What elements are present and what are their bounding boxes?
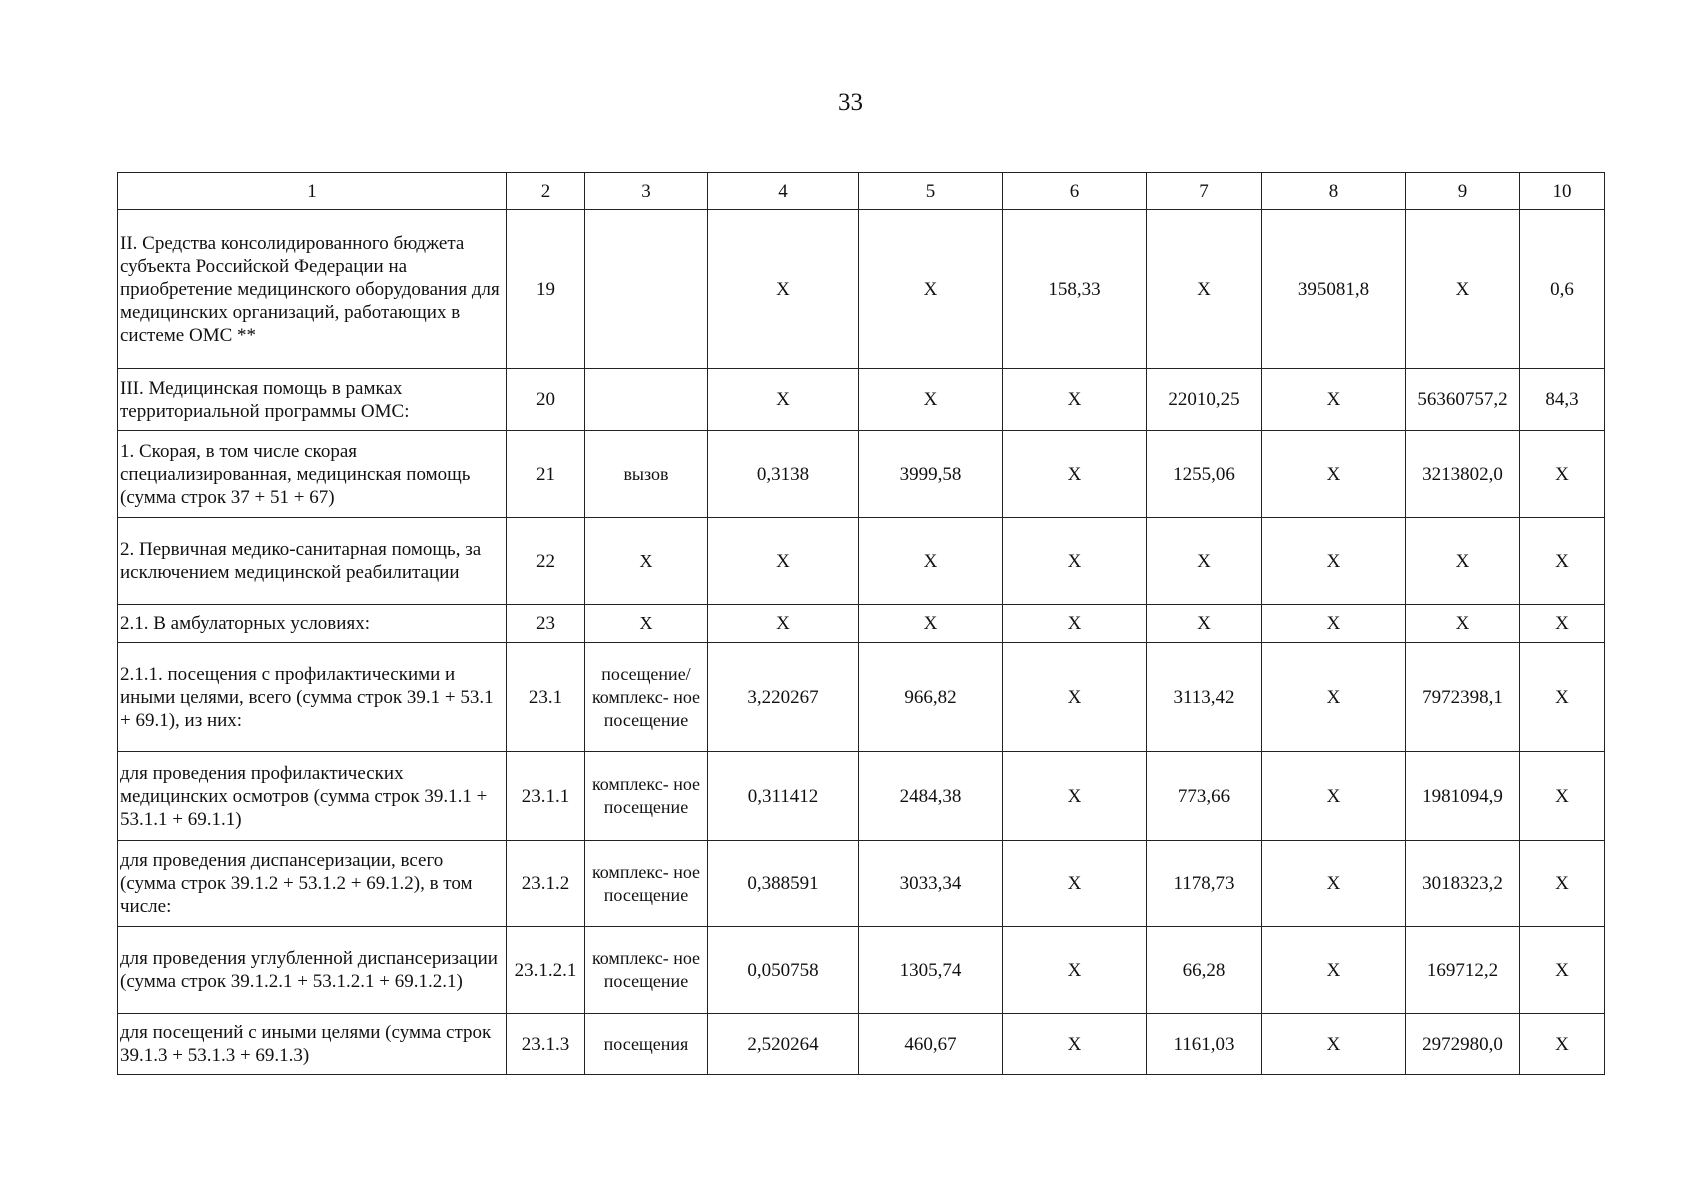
cell-row-code: 23.1.2.1: [507, 927, 585, 1014]
cell-col-10: 84,3: [1520, 369, 1605, 431]
cell-col-4: 0,050758: [708, 927, 859, 1014]
cell-unit: [585, 369, 708, 431]
cell-col-7: 773,66: [1147, 752, 1262, 841]
column-header: 4: [708, 173, 859, 210]
cell-unit: X: [585, 605, 708, 643]
page-number: 33: [838, 89, 863, 116]
cell-col-10: X: [1520, 605, 1605, 643]
cell-col-4: 2,520264: [708, 1014, 859, 1075]
column-header: 9: [1406, 173, 1520, 210]
cell-row-code: 19: [507, 210, 585, 369]
cell-col-9: X: [1406, 518, 1520, 605]
cell-col-5: 460,67: [859, 1014, 1003, 1075]
column-header: 3: [585, 173, 708, 210]
cell-col-5: X: [859, 369, 1003, 431]
cell-col-8: X: [1262, 841, 1406, 927]
cell-col-10: 0,6: [1520, 210, 1605, 369]
cell-col-5: 966,82: [859, 643, 1003, 752]
table-row: [118, 605, 1605, 643]
cell-row-name: III. Медицинская помощь в рамках территориальной программы ОМС:: [118, 369, 507, 431]
cell-col-4: X: [708, 369, 859, 431]
cell-col-6: X: [1003, 927, 1147, 1014]
cell-col-6: X: [1003, 369, 1147, 431]
table-row: [118, 210, 1605, 369]
cell-col-9: 3018323,2: [1406, 841, 1520, 927]
cell-row-code: 23.1.2: [507, 841, 585, 927]
cell-col-6: X: [1003, 643, 1147, 752]
cell-col-4: 0,388591: [708, 841, 859, 927]
cell-col-5: 3999,58: [859, 431, 1003, 518]
cell-row-name: для посещений с иными целями (сумма строк 39.1.3 + 53.1.3 + 69.1.3): [118, 1014, 507, 1075]
cell-col-9: 1981094,9: [1406, 752, 1520, 841]
cell-row-name: 2.1. В амбулаторных условиях:: [118, 605, 507, 643]
cell-unit: комплекс- ное посещение: [585, 841, 708, 927]
cell-col-8: X: [1262, 643, 1406, 752]
cell-row-name: 2.1.1. посещения с профилактическими и иными целями, всего (сумма строк 39.1 + 53.1 + 69.1), из них:: [118, 643, 507, 752]
column-header: 7: [1147, 173, 1262, 210]
cell-col-5: X: [859, 210, 1003, 369]
table-row: [118, 752, 1605, 841]
cell-row-name: для проведения профилактических медицинских осмотров (сумма строк 39.1.1 + 53.1.1 + 69.1.1): [118, 752, 507, 841]
cell-col-8: X: [1262, 518, 1406, 605]
cell-col-9: 2972980,0: [1406, 1014, 1520, 1075]
cell-col-10: X: [1520, 927, 1605, 1014]
cell-unit: вызов: [585, 431, 708, 518]
cell-col-10: X: [1520, 518, 1605, 605]
cell-unit: посещения: [585, 1014, 708, 1075]
cell-col-6: X: [1003, 752, 1147, 841]
cell-col-7: 1161,03: [1147, 1014, 1262, 1075]
cell-col-10: X: [1520, 752, 1605, 841]
cell-col-9: 169712,2: [1406, 927, 1520, 1014]
cell-unit: [585, 210, 708, 369]
cell-unit: комплекс- ное посещение: [585, 927, 708, 1014]
column-header: 6: [1003, 173, 1147, 210]
cell-row-code: 23.1.1: [507, 752, 585, 841]
cell-col-6: X: [1003, 841, 1147, 927]
cell-col-8: X: [1262, 1014, 1406, 1075]
cell-col-9: 7972398,1: [1406, 643, 1520, 752]
cell-col-7: X: [1147, 518, 1262, 605]
cell-col-8: 395081,8: [1262, 210, 1406, 369]
cell-col-7: 1255,06: [1147, 431, 1262, 518]
cell-row-code: 23.1.3: [507, 1014, 585, 1075]
cell-col-6: X: [1003, 605, 1147, 643]
table-row: [118, 431, 1605, 518]
cell-col-6: X: [1003, 1014, 1147, 1075]
cell-col-6: X: [1003, 431, 1147, 518]
cell-col-9: 3213802,0: [1406, 431, 1520, 518]
cell-col-7: X: [1147, 210, 1262, 369]
cell-unit: посещение/ комплекс- ное посещение: [585, 643, 708, 752]
cell-col-6: X: [1003, 518, 1147, 605]
cell-row-name: для проведения диспансеризации, всего (сумма строк 39.1.2 + 53.1.2 + 69.1.2), в том числе:: [118, 841, 507, 927]
cell-col-10: X: [1520, 1014, 1605, 1075]
cell-col-8: X: [1262, 927, 1406, 1014]
cell-col-8: X: [1262, 431, 1406, 518]
column-header: 5: [859, 173, 1003, 210]
column-header: 8: [1262, 173, 1406, 210]
cell-col-4: 0,3138: [708, 431, 859, 518]
table-header-row: [118, 173, 1605, 210]
table-row: [118, 1014, 1605, 1075]
cell-row-name: II. Средства консолидированного бюджета субъекта Российской Федерации на приобретение медицинского оборудования для медицинских организаций, работающих в системе ОМС **: [118, 210, 507, 369]
column-header: 2: [507, 173, 585, 210]
cell-col-9: X: [1406, 210, 1520, 369]
cell-col-4: X: [708, 518, 859, 605]
cell-col-10: X: [1520, 431, 1605, 518]
cell-row-name: для проведения углубленной диспансеризации (сумма строк 39.1.2.1 + 53.1.2.1 + 69.1.2.1): [118, 927, 507, 1014]
cell-col-10: X: [1520, 841, 1605, 927]
table-row: [118, 841, 1605, 927]
cell-col-8: X: [1262, 752, 1406, 841]
cell-col-8: X: [1262, 369, 1406, 431]
cell-row-name: 1. Скорая, в том числе скорая специализированная, медицинская помощь (сумма строк 37 + 51 + 67): [118, 431, 507, 518]
cell-unit: комплекс- ное посещение: [585, 752, 708, 841]
cell-col-7: 3113,42: [1147, 643, 1262, 752]
table-row: [118, 643, 1605, 752]
cell-col-5: X: [859, 518, 1003, 605]
cell-unit: X: [585, 518, 708, 605]
cell-col-5: 2484,38: [859, 752, 1003, 841]
column-header: 10: [1520, 173, 1605, 210]
cell-col-9: X: [1406, 605, 1520, 643]
cell-col-7: 22010,25: [1147, 369, 1262, 431]
column-header: 1: [118, 173, 507, 210]
cell-col-4: 3,220267: [708, 643, 859, 752]
data-table: [117, 172, 1605, 1075]
cell-col-6: 158,33: [1003, 210, 1147, 369]
cell-row-code: 23: [507, 605, 585, 643]
cell-row-code: 20: [507, 369, 585, 431]
cell-row-code: 22: [507, 518, 585, 605]
cell-col-5: 3033,34: [859, 841, 1003, 927]
cell-col-10: X: [1520, 643, 1605, 752]
table-row: [118, 369, 1605, 431]
cell-col-4: X: [708, 210, 859, 369]
cell-col-4: X: [708, 605, 859, 643]
cell-col-7: X: [1147, 605, 1262, 643]
cell-col-8: X: [1262, 605, 1406, 643]
cell-col-5: X: [859, 605, 1003, 643]
cell-col-4: 0,311412: [708, 752, 859, 841]
cell-col-7: 66,28: [1147, 927, 1262, 1014]
cell-row-code: 23.1: [507, 643, 585, 752]
cell-row-name: 2. Первичная медико-санитарная помощь, за исключением медицинской реабилитации: [118, 518, 507, 605]
cell-col-9: 56360757,2: [1406, 369, 1520, 431]
table-row: [118, 927, 1605, 1014]
cell-col-5: 1305,74: [859, 927, 1003, 1014]
cell-row-code: 21: [507, 431, 585, 518]
cell-col-7: 1178,73: [1147, 841, 1262, 927]
table-row: [118, 518, 1605, 605]
